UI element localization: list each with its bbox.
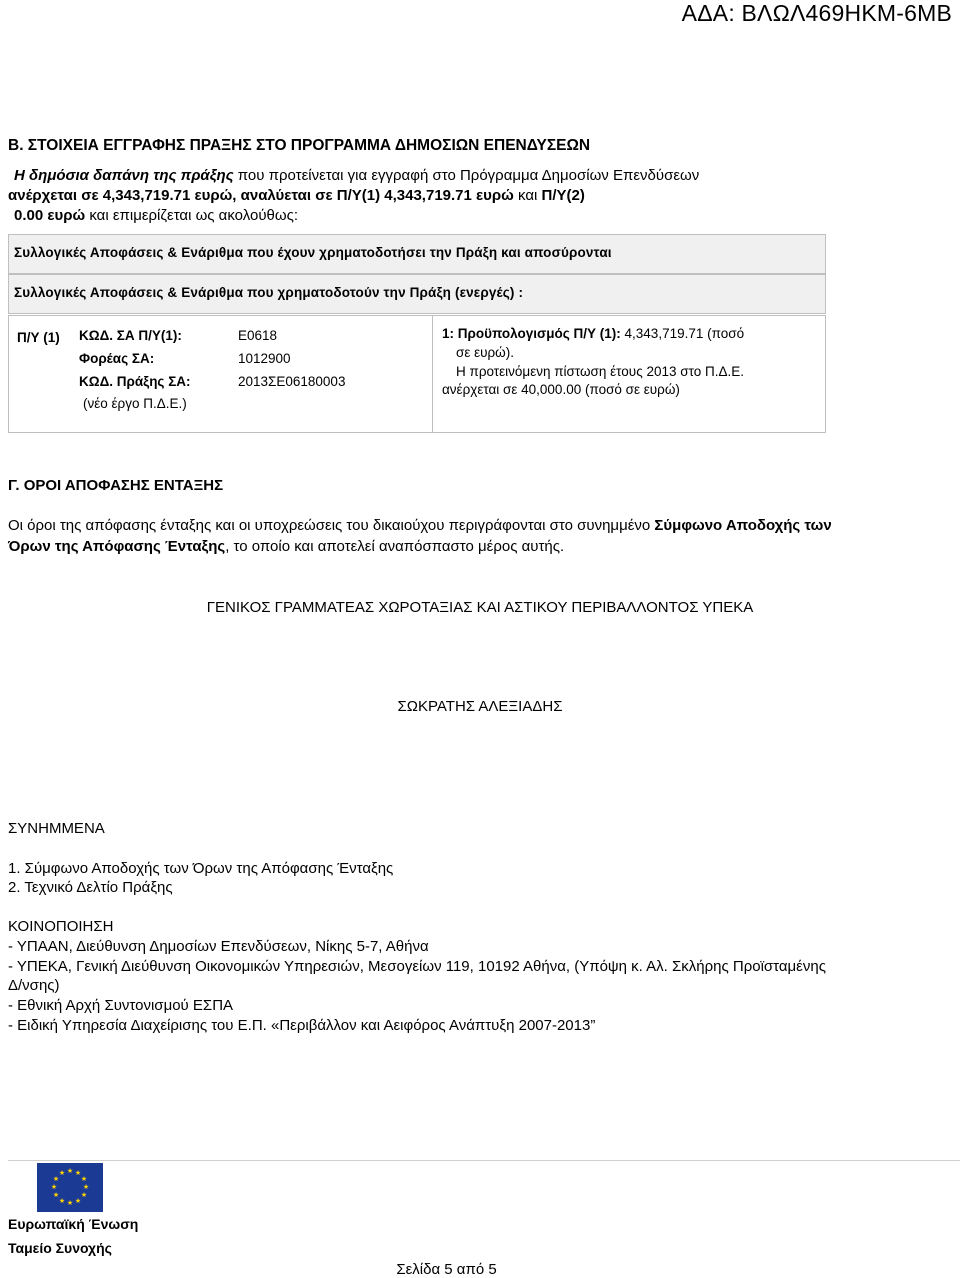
budget-label: 1: Προϋπολογισμός Π/Υ (1): <box>442 326 621 341</box>
eu-flag-stars <box>37 1163 103 1212</box>
notification-item: - ΥΠΑΑΝ, Διεύθυνση Δημοσίων Επενδύσεων, Νίκης 5-7, Αθήνα <box>8 938 429 955</box>
svg-text:★: ★ <box>58 1197 66 1205</box>
attachment-item: 1. Σύμφωνο Αποδοχής των Όρων της Απόφασης Ένταξης <box>8 860 394 877</box>
decisions-withdrawn-row <box>8 234 826 274</box>
intro-amount-2: 0.00 ευρώ <box>14 207 86 224</box>
svg-text:★: ★ <box>50 1183 58 1191</box>
budget-line <box>442 326 744 341</box>
decisions-active-label: Συλλογικές Αποφάσεις & Ενάριθμα που χρηματοδοτούν την Πράξη (ενεργές) : <box>14 285 524 300</box>
kod-sa-value: Ε0618 <box>238 328 278 343</box>
svg-text:★: ★ <box>58 1169 66 1177</box>
svg-text:★: ★ <box>66 1199 74 1207</box>
terms-bold-1: Σύμφωνο Αποδοχής των <box>654 517 832 534</box>
notification-heading: ΚΟΙΝΟΠΟΙΗΣΗ <box>8 918 114 935</box>
intro-line-2 <box>8 186 699 206</box>
terms-text-a: Οι όροι της απόφασης ένταξης και οι υποχρεώσεις του δικαιούχου περιγράφονται στο συνημμένο <box>8 517 655 534</box>
kod-praxis-label: ΚΩΔ. Πράξης ΣΑ: <box>79 374 191 389</box>
ada-code: ΑΔΑ: ΒΛΩΛ469ΗΚΜ-6ΜΒ <box>681 0 952 26</box>
intro-line2-mid: και <box>513 187 542 204</box>
svg-text:★: ★ <box>80 1175 88 1183</box>
notification-item: - Εθνική Αρχή Συντονισμού ΕΣΠΑ <box>8 997 234 1014</box>
svg-text:★: ★ <box>82 1183 90 1191</box>
fund-label: Ταμείο Συνοχής <box>8 1240 112 1256</box>
signatory-name: ΣΩΚΡΑΤΗΣ ΑΛΕΞΙΑΔΗΣ <box>397 698 563 715</box>
credit-line-1: Η προτεινόμενη πίστωση έτους 2013 στο Π.Δ.Ε. <box>456 364 744 379</box>
budget-unit: σε ευρώ). <box>456 345 514 360</box>
svg-text:★: ★ <box>52 1191 60 1199</box>
new-project-note: (νέο έργο Π.Δ.Ε.) <box>83 396 187 411</box>
intro-line-3 <box>14 206 699 226</box>
foreas-label: Φορέας ΣΑ: <box>79 351 155 366</box>
intro-line2-a: ανέρχεται σε <box>8 187 103 204</box>
footer-divider <box>8 1160 960 1161</box>
funding-table <box>8 315 826 433</box>
kod-sa-label: ΚΩΔ. ΣΑ Π/Υ(1): <box>79 328 182 343</box>
terms-text-b: , το οποίο και αποτελεί αναπόσπαστο μέρος αυτής. <box>225 538 565 555</box>
notification-item: - ΥΠΕΚΑ, Γενική Διεύθυνση Οικονομικών Υπηρεσιών, Μεσογείων 119, 10192 Αθήνα, (Υπόψη κ. Αλ. Σκλήρης Προϊσταμένης <box>8 958 826 975</box>
intro-line2-b: Π/Υ(2) <box>541 187 585 204</box>
section-g-title: Γ. ΟΡΟΙ ΑΠΟΦΑΣΗΣ ΕΝΤΑΞΗΣ <box>8 477 224 494</box>
intro-line-1 <box>14 166 699 186</box>
svg-text:★: ★ <box>74 1197 82 1205</box>
foreas-value: 1012900 <box>238 351 291 366</box>
svg-text:★: ★ <box>52 1175 60 1183</box>
credit-line-2: ανέρχεται σε 40,000.00 (ποσό σε ευρώ) <box>442 382 680 397</box>
eu-label: Ευρωπαϊκή Ένωση <box>8 1216 139 1232</box>
svg-text:★: ★ <box>80 1191 88 1199</box>
page-number: Σελίδα 5 από 5 <box>396 1261 497 1278</box>
signatory-title: ΓΕΝΙΚΟΣ ΓΡΑΜΜΑΤΕΑΣ ΧΩΡΟΤΑΞΙΑΣ ΚΑΙ ΑΣΤΙΚΟΥ ΠΕΡΙΒΑΛΛΟΝΤΟΣ ΥΠΕΚΑ <box>206 599 754 616</box>
decisions-active-row <box>8 274 826 314</box>
table-divider <box>432 316 433 432</box>
intro-amount-1: 4,343,719.71 ευρώ, αναλύεται σε Π/Υ(1) 4,343,719.71 ευρώ <box>102 187 514 204</box>
terms-line-2 <box>8 536 832 557</box>
intro-emphasis: Η δημόσια δαπάνη της πράξης <box>14 167 234 184</box>
section-b-intro <box>8 166 700 226</box>
terms-line-1 <box>8 515 832 536</box>
section-b-title: Β. ΣΤΟΙΧΕΙΑ ΕΓΓΡΑΦΗΣ ΠΡΑΞΗΣ ΣΤΟ ΠΡΟΓΡΑΜΜΑ ΔΗΜΟΣΙΩΝ ΕΠΕΝΔΥΣΕΩΝ <box>8 137 591 154</box>
budget-value: 4,343,719.71 (ποσό <box>620 326 745 341</box>
attachments-heading: ΣΥΝΗΜΜΕΝΑ <box>8 820 105 837</box>
intro-line3-text: και επιμερίζεται ως ακολούθως: <box>85 207 298 224</box>
notification-item: Δ/νσης) <box>8 977 60 994</box>
attachment-item: 2. Τεχνικό Δελτίο Πράξης <box>8 879 173 896</box>
py-label: Π/Υ (1) <box>17 330 60 345</box>
intro-line1-text: που προτείνεται για εγγραφή στο Πρόγραμμα Δημοσίων Επενδύσεων <box>233 167 700 184</box>
decisions-withdrawn-label: Συλλογικές Αποφάσεις & Ενάριθμα που έχουν χρηματοδοτήσει την Πράξη και αποσύρονται <box>14 245 612 260</box>
notification-item: - Ειδική Υπηρεσία Διαχείρισης του Ε.Π. «Περιβάλλον και Αειφόρος Ανάπτυξη 2007-2013” <box>8 1017 596 1034</box>
section-g-text <box>8 515 832 557</box>
kod-praxis-value: 2013ΣΕ06180003 <box>238 374 346 389</box>
terms-bold-2: Όρων της Απόφασης Ένταξης <box>8 538 226 555</box>
svg-text:★: ★ <box>74 1169 82 1177</box>
eu-flag-icon <box>37 1163 103 1212</box>
svg-text:★: ★ <box>66 1167 74 1175</box>
